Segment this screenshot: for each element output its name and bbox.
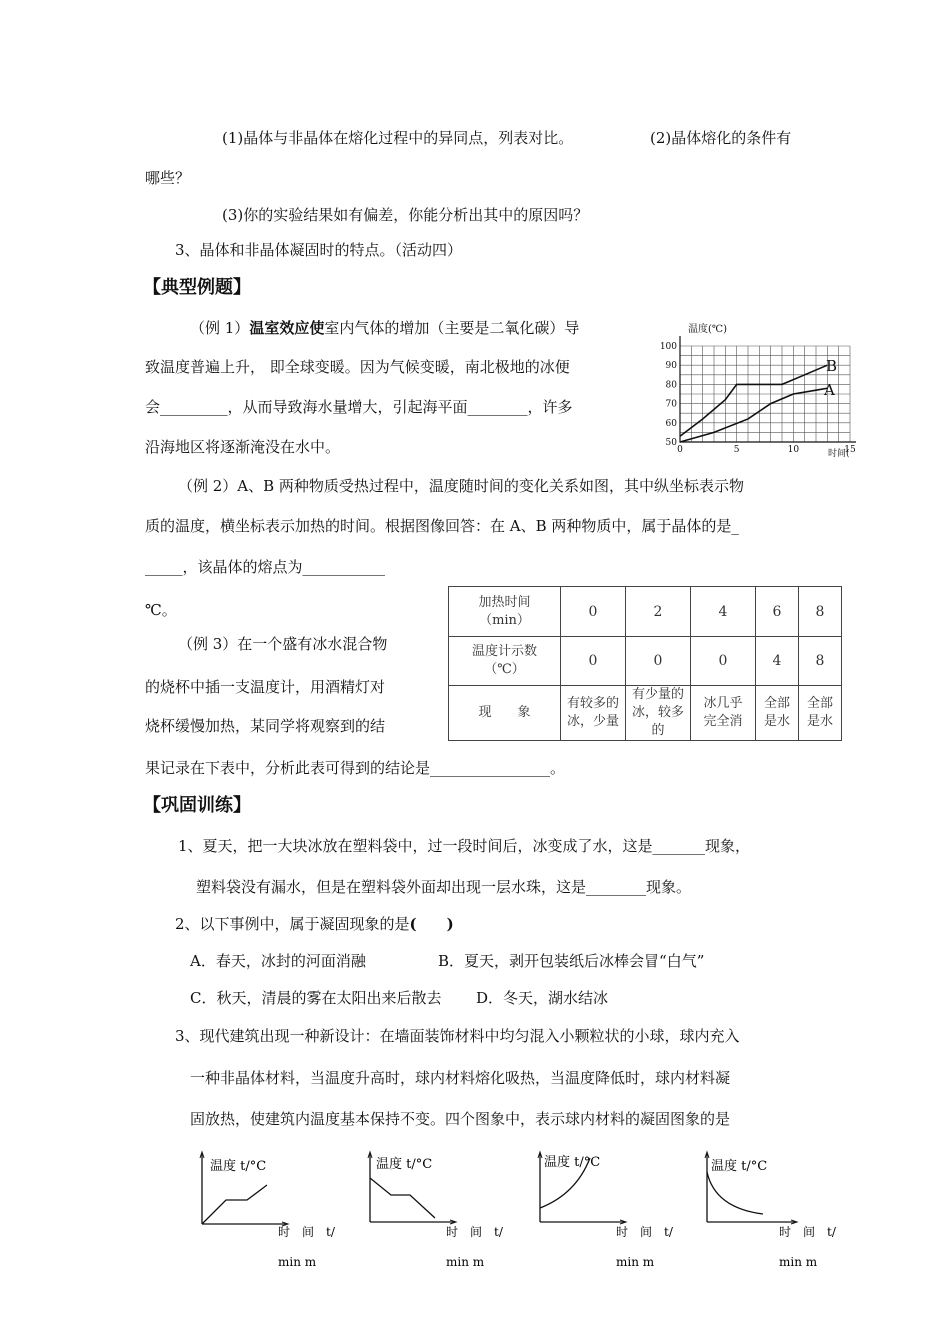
svg-text:min m: min m	[446, 1255, 485, 1269]
example-1-bold: 温室效应使	[249, 319, 325, 337]
question-1: (1)晶体与非晶体在熔化过程中的异同点，列表对比。	[222, 129, 574, 147]
observation-table	[448, 586, 842, 741]
example-3-line-1: （例 3）在一个盛有冰水混合物	[178, 635, 388, 653]
table-cell: 0	[691, 637, 756, 686]
solidification-graph-1	[190, 1150, 350, 1270]
answer-paren: ( )	[409, 915, 454, 933]
table-row	[449, 686, 842, 741]
series-label-a: A	[824, 381, 835, 399]
example-1-line-3: 会_________，从而导致海水量增大，引起海平面________，许多	[145, 398, 573, 416]
example-2-line-4: ℃。	[145, 601, 177, 619]
example-2-line-3: _____，该晶体的熔点为___________	[145, 558, 386, 576]
svg-text:温度 t/°C: 温度 t/°C	[544, 1155, 601, 1170]
table-cell: 0	[626, 637, 691, 686]
example-1-text: 室内气体的增加（主要是二氧化碳）导	[324, 319, 580, 337]
table-cell: 4	[756, 637, 799, 686]
graph-xlabel: 时间(	[828, 449, 850, 459]
option-a: A．春天，冰封的河面消融	[190, 952, 366, 970]
practice-2-stem: 2、以下事例中，属于凝固现象的是( )	[175, 915, 454, 933]
example-1-line-4: 沿海地区将逐渐淹没在水中。	[145, 438, 341, 456]
question-3: (3)你的实验结果如有偏差，你能分析出其中的原因吗？	[222, 206, 589, 224]
section-title-examples: 【典型例题】	[143, 277, 251, 298]
series-label-b: B	[826, 357, 838, 375]
table-row	[449, 637, 842, 686]
table-cell: 4	[691, 587, 756, 637]
practice-3-line-2: 一种非晶体材料，当温度升高时，球内材料熔化吸热，当温度降低时，球内材料凝	[190, 1069, 731, 1087]
svg-text:时 间 t/: 时 间 t/	[278, 1225, 335, 1239]
solidification-graph-3	[528, 1150, 688, 1270]
svg-text:min m: min m	[278, 1255, 317, 1269]
svg-text:min m: min m	[779, 1255, 818, 1269]
question-2a: (2)晶体熔化的条件有	[650, 129, 792, 147]
svg-text:时 间 t/: 时 间 t/	[616, 1225, 673, 1239]
example-1-label: （例 1）	[190, 319, 250, 337]
x-tick-label: 0	[677, 445, 683, 455]
temperature-time-graph	[650, 318, 860, 463]
y-tick-label: 90	[665, 361, 677, 372]
x-tick-label: 15	[844, 445, 856, 455]
x-tick-label: 5	[733, 445, 740, 455]
option-b: B．夏天，剥开包装纸后冰棒会冒“白气”	[438, 952, 705, 970]
example-2-line-1: （例 2）A、B 两种物质受热过程中，温度随时间的变化关系如图，其中纵坐标表示物	[178, 477, 744, 495]
y-tick-label: 50	[665, 438, 677, 448]
table-cell: 8	[799, 587, 842, 637]
svg-text:温度 t/°C: 温度 t/°C	[376, 1157, 433, 1172]
practice-1-line-1: 1、夏天，把一大块冰放在塑料袋中，过一段时间后，冰变成了水，这是_______现象，	[178, 837, 751, 855]
series-line-b	[680, 365, 827, 436]
curve	[707, 1172, 763, 1214]
practice-3-line-1: 3、现代建筑出现一种新设计：在墙面装饰材料中均匀混入小颗粒状的小球，球内充入	[175, 1027, 740, 1045]
curve	[202, 1185, 267, 1224]
svg-text:温度 t/°C: 温度 t/°C	[210, 1159, 267, 1174]
table-cell: 6	[756, 587, 799, 637]
section-title-practice: 【巩固训练】	[143, 795, 251, 816]
question-2b: 哪些？	[145, 169, 191, 187]
example-1-line-1	[190, 318, 579, 338]
table-cell: 8	[799, 637, 842, 686]
svg-text:时 间 t/: 时 间 t/	[779, 1225, 836, 1239]
table-cell: 冰几乎 完全消	[691, 686, 756, 741]
svg-text:时 间 t/: 时 间 t/	[446, 1225, 503, 1239]
y-tick-label: 70	[665, 399, 677, 410]
example-3-line-4: 果记录在下表中，分析此表可得到的结论是________________。	[145, 759, 566, 777]
solidification-graph-2	[358, 1150, 518, 1270]
y-tick-label: 80	[665, 380, 677, 391]
example-2-line-2: 质的温度，横坐标表示加热的时间。根据图像回答：在 A、B 两种物质中，属于晶体的是_	[145, 517, 739, 535]
graph-ylabel: 温度(℃)	[688, 324, 727, 335]
y-tick-label: 60	[665, 418, 677, 429]
table-cell: 0	[561, 587, 626, 637]
svg-text:温度 t/°C: 温度 t/°C	[711, 1159, 768, 1174]
example-1-line-2: 致温度普遍上升， 即全球变暖。因为气候变暖，南北极地的冰便	[145, 358, 570, 376]
question-4: 3、晶体和非晶体凝固时的特点。（活动四）	[175, 241, 463, 259]
solidification-graph-4	[695, 1150, 865, 1270]
series-line-a	[680, 388, 827, 442]
example-3-line-2: 的烧杯中插一支温度计，用酒精灯对	[145, 678, 386, 696]
table-cell: 0	[561, 637, 626, 686]
table-row	[449, 587, 842, 637]
table-cell: 2	[626, 587, 691, 637]
table-header-cell: 加热时间 （min）	[449, 587, 561, 637]
table-cell: 有少量的 冰，较多的	[626, 686, 691, 741]
table-cell: 全部 是水	[756, 686, 799, 741]
option-c: C．秋天，清晨的雾在太阳出来后散去	[190, 989, 442, 1007]
practice-1-line-2: 塑料袋没有漏水，但是在塑料袋外面却出现一层水珠，这是________现象。	[196, 878, 692, 896]
table-header-cell: 温度计示数 （℃）	[449, 637, 561, 686]
option-d: D．冬天，湖水结冰	[476, 989, 609, 1007]
table-cell: 全部 是水	[799, 686, 842, 741]
table-cell: 有较多的 冰，少量	[561, 686, 626, 741]
example-3-line-3: 烧杯缓慢加热，某同学将观察到的结	[145, 717, 386, 735]
svg-text:min m: min m	[616, 1255, 655, 1269]
x-tick-label: 10	[787, 445, 800, 455]
curve	[370, 1178, 435, 1218]
y-tick-label: 100	[659, 342, 677, 352]
table-header-cell: 现 象	[449, 686, 561, 741]
practice-3-line-3: 固放热，使建筑内温度基本保持不变。四个图象中，表示球内材料的凝固图象的是	[190, 1110, 731, 1128]
